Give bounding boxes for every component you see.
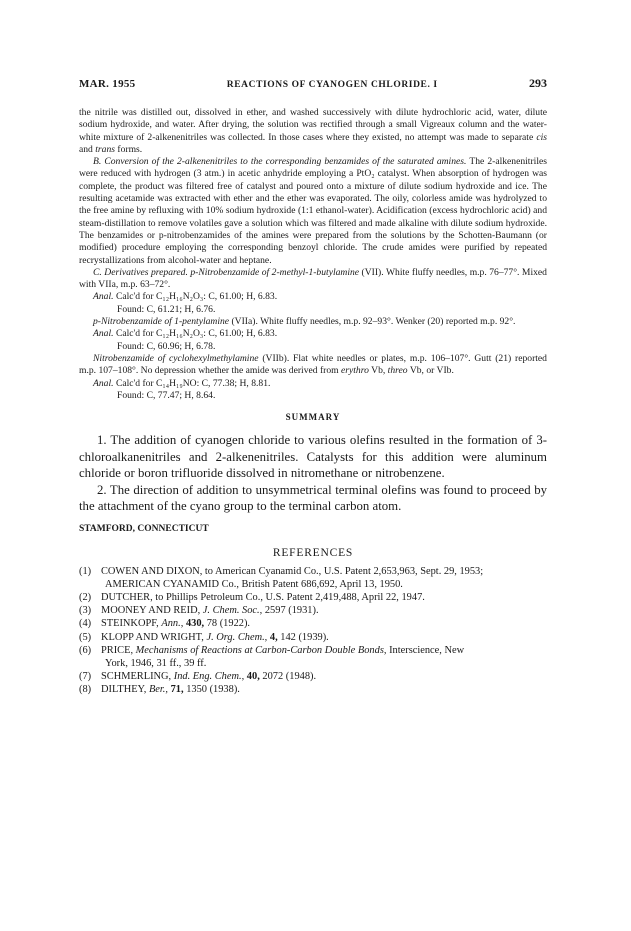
section-b-heading: B. Conversion of the 2-alkenenitriles to the corresponding benzamides of the saturated amines. [93,156,467,168]
reference-continuation: AMERICAN CYANAMID Co., British Patent 686,692, April 13, 1950. [105,579,403,591]
derivative-entry: Nitrobenzamide of cyclohexylmethylamine (VIIb). Flat white needles or plates, m.p. 106–107°. Gutt (21) reported m.p. 107–108°. No depression whether the amide was derived from erythro Vb, threo Vb, or VIb. [79,352,547,377]
reference-item: (6) PRICE, Mechanisms of Reactions at Carbon-Carbon Double Bonds, Interscience, New [79,644,465,656]
analysis-line: Anal. Calc'd for C₁₂H₁₆N₂O₃: C, 61.00; H, 6.83. [93,328,278,340]
found-line: Found: C, 61.21; H, 6.76. [117,303,216,315]
reference-item: (2) DUTCHER, to Phillips Petroleum Co., U.S. Patent 2,419,488, April 22, 1947. [79,592,425,604]
section-c: C. Derivatives prepared. p-Nitrobenzamide of 2-methyl-1-butylamine (VII). White fluffy needles, m.p. 76–77°. Mixed with VIIa, m.p. 63–72°. [79,266,547,291]
derivative-entry: p-Nitrobenzamide of 1-pentylamine (VIIa). White fluffy needles, m.p. 92–93°. Wenker (20) reported m.p. 92°. [93,316,516,328]
article-body [79,107,547,696]
reference-item: (8) DILTHEY, Ber., 71, 1350 (1938). [79,683,240,695]
found-line: Found: C, 77.47; H, 8.64. [117,389,216,401]
section-b [79,156,547,267]
found-line: Found: C, 60.96; H, 6.78. [117,340,216,352]
paragraph-nitrile: the nitrile was distilled out, dissolved in ether, and washed successively with dilute hydrochloric acid, water, dilute sodium hydroxide, and water. After drying, the solution was rectified through a small Vigreaux column and the water-white mixture of 2-alkenenitriles was collected. In those cases where they existed, no attempt was made to separate cis and trans forms. [79,107,547,155]
page-number: 293 [529,76,547,90]
references-heading: REFERENCES [272,546,354,559]
reference-item: (4) STEINKOPF, Ann., 430, 78 (1922). [79,618,251,630]
summary-item: 1. The addition of cyanogen chloride to various olefins resulted in the formation of 3-chloroalkanenitriles and 2-alkenenitriles. Catalysts for this addition were aluminum chloride or boron trifluoride dissolved in nitromethane or nitrobenzene. [79,433,547,481]
references-list [79,565,547,696]
summary-item: 2. The direction of addition to unsymmetrical terminal olefins was found to proceed by the attachment of the cyano group to the terminal carbon atom. [79,482,547,514]
analysis-line: Anal. Calc'd for C₁₄H₁₉NO: C, 77.38; H, 8.81. [93,377,271,389]
reference-continuation: York, 1946, 31 ff., 39 ff. [105,657,207,669]
reference-item: (1) COWEN AND DIXON, to American Cyanamid Co., U.S. Patent 2,653,963, Sept. 29, 1953; [79,566,484,578]
issue-date: MAR. 1955 [79,78,136,90]
summary [79,432,547,514]
reference-item: (5) KLOPP AND WRIGHT, J. Org. Chem., 4, 142 (1939). [79,631,329,643]
reference-item: (3) MOONEY AND REID, J. Chem. Soc., 2597 (1931). [79,605,319,617]
analysis-line: Anal. Calc'd for C₁₂H₁₆N₂O₃: C, 61.00; H, 6.83. [93,291,278,303]
running-title: REACTIONS OF CYANOGEN CHLORIDE. I [226,80,438,90]
author-location: STAMFORD, CONNECTICUT [79,524,209,535]
reference-item: (7) SCHMERLING, Ind. Eng. Chem., 40, 2072 (1948). [79,670,317,682]
summary-heading: SUMMARY [285,412,341,423]
section-c-heading: C. Derivatives prepared. p-Nitrobenzamide of 2-methyl-1-butylamine [93,266,360,278]
running-head [79,76,547,92]
section-b-text: The 2-alkenenitriles were reduced with hydrogen (3 atm.) in acetic anhydride employing a PtO₂ catalyst. When absorption of hydrogen was complete, the product was filtered free of catalyst and poured onto a mixture of dilute sodium hydroxide and ice. The resulting acetamide was extracted with ether and the ether was evaporated. The oily, colorless amide was hydrolyzed to the free amine by refluxing with 10% sodium hydroxide (1:1 ethanol-water). Acidification (excess hydrochloric acid) and steam-distillation to remove volatiles gave a solution which was filtered and made alkaline with dilute sodium hydroxide. The benzamides or p-nitrobenzamides of the amines were prepared from the solutions by the Schotten-Baumann (or modified) procedure employing the corresponding benzoyl chloride. The crude amides were purified by repeated recrystallizations from alcohol-water and heptane. [79,156,547,266]
